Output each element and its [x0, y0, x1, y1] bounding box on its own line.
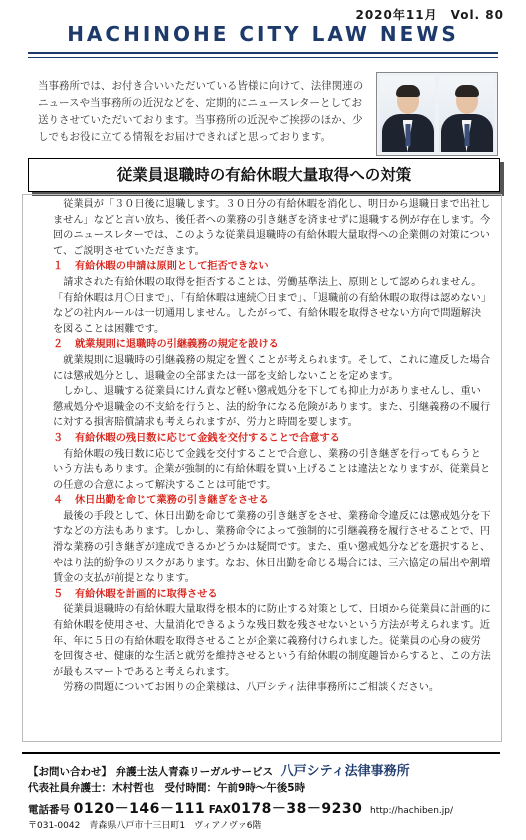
- phone-fax-line: [28, 798, 453, 818]
- tel-label: 電話番号: [28, 804, 70, 816]
- fax-number: 0178－38－9230: [230, 801, 363, 817]
- firm-prefix: 弁護士法人青森リーガルサービス: [115, 766, 273, 778]
- newsletter-title: HACHINOHE CITY LAW NEWS: [67, 22, 459, 46]
- article-title: 従業員退職時の有給休暇大量取得への対策: [28, 158, 500, 192]
- section-heading-1: １ 有給休暇の申請は原則として拒否できない: [53, 261, 269, 273]
- fax-label: FAX: [208, 804, 231, 816]
- section-5-paragraph-2: 労務の問題についてお困りの企業様は、八戸シティ法律事務所にご相談ください。: [63, 682, 440, 694]
- representative-hours: 代表社員弁護士：木村哲也 受付時間：午前9時～午後5時: [28, 782, 306, 794]
- title-rule-bottom: [28, 57, 498, 58]
- section-heading-2: ２ 就業規則に退職時の引継義務の規定を設ける: [53, 339, 279, 351]
- section-heading-5: ５ 有給休暇を計画的に取得させる: [53, 588, 218, 600]
- section-heading-4: ４ 休日出勤を命じて業務の引き継ぎをさせる: [53, 495, 269, 507]
- section-2-paragraph-1: 就業規則に退職時の引継義務の規定を置くことが考えられます。そして、これに違反した場合には懲戒処分とし、退職金の全部または一部を支給しないことを定めます。: [53, 354, 491, 382]
- article-lead: 従業員が「３０日後に退職します。３０日分の有給休暇を消化し、明日から退職日まで出社しません」などと言い放ち、後任者への業務の引き継ぎを済ませずに退職する例が存在します。今回のニュースレターでは、このような従業員退職時の有給休暇大量取得への企業側の対策について、ご説明させていただきます。: [53, 199, 491, 257]
- intro-text: 当事務所では、お付き合いいただいている皆様に向けて、法律関連のニュースや当事務所の近況などを、定期的にニュースレターとしてお送りさせていただいております。当事務所の近況やご挨拶のほか、少しでもお役に立てる情報をお届けできればと思っております。: [38, 80, 364, 143]
- section-5-paragraph-1: 従業員退職時の有給休暇大量取得を根本的に防止する対策として、日頃から従業員に計画的に有給休暇を使用させ、大量消化できるような残日数を残させないという方法が考えられます。近年、年に５日の有給休暇を取得させることが企業に義務付けられました。従業員の心身の疲労を回復させ、健康的な生活と就労を維持させるという有給休暇の制度趣旨からすると、この方法が最もスマートであると考えられます。: [53, 604, 491, 678]
- section-2-paragraph-2: しかし、退職する従業員にけん責など軽い懲戒処分を下しても抑止力がありませんし、重い懲戒処分や退職金の不支給を行うと、法的紛争になる危険があります。また、引継義務の不履行に対する損害賠償請求も考えられますが、労力と時間を要します。: [53, 386, 491, 429]
- lawyer-photo-left: [380, 76, 435, 152]
- address: 〒031-0042 青森県八戸市十三日町1 ヴィアノヴァ6階: [28, 821, 262, 831]
- article-body: [22, 194, 502, 742]
- title-rule-top: [28, 52, 498, 54]
- contact-footer: [22, 752, 500, 834]
- section-1-paragraph-1: 請求された有給休暇の取得を拒否することは、労働基準法上、原則として認められません。「有給休暇は月〇日まで」、「有給休暇は連続〇日まで」、「退職前の有給休暇の取得は認めない」などの社内ルールは一切通用しません。したがって、有給休暇を取得させない方向で問題解決を図ることは困難です。: [53, 276, 486, 335]
- contact-label: 【お問い合わせ】: [28, 766, 112, 778]
- firm-name: 八戸シティ法律事務所: [280, 764, 410, 779]
- section-heading-3: ３ 有給休暇の残日数に応じて金銭を交付することで合意する: [53, 432, 340, 444]
- contact-firm-line: [28, 760, 410, 779]
- section-3-paragraph-1: 有給休暇の残日数に応じて金銭を交付することで合意し、業務の引き継ぎを行ってもらうという方法もあります。企業が強制的に有給休暇を買い上げることは違法となりますが、従業員との任意の合意によって解決することは可能です。: [53, 448, 491, 491]
- section-4-paragraph-1: 最後の手段として、休日出勤を命じて業務の引き継ぎをさせ、業務命令違反には懲戒処分を下すなどの方法もあります。しかし、業務命令によって強制的に引継義務を履行させることで、円滑な業務の引き継ぎが達成できるかどうかは疑問です。また、重い懲戒処分などを選択すると、やはり法的紛争のリスクがあります。なお、休日出勤を命じる場合には、三六協定の届出や割増賃金の支払が前提となります。: [53, 510, 491, 585]
- lawyer-photo-right: [439, 76, 494, 152]
- issue-number: 2020年11月 Vol. 80: [355, 8, 504, 22]
- tel-number[interactable]: 0120－146－111: [73, 801, 206, 817]
- lawyer-photos: [376, 72, 498, 156]
- website-link[interactable]: http://hachiben.jp/: [370, 806, 454, 816]
